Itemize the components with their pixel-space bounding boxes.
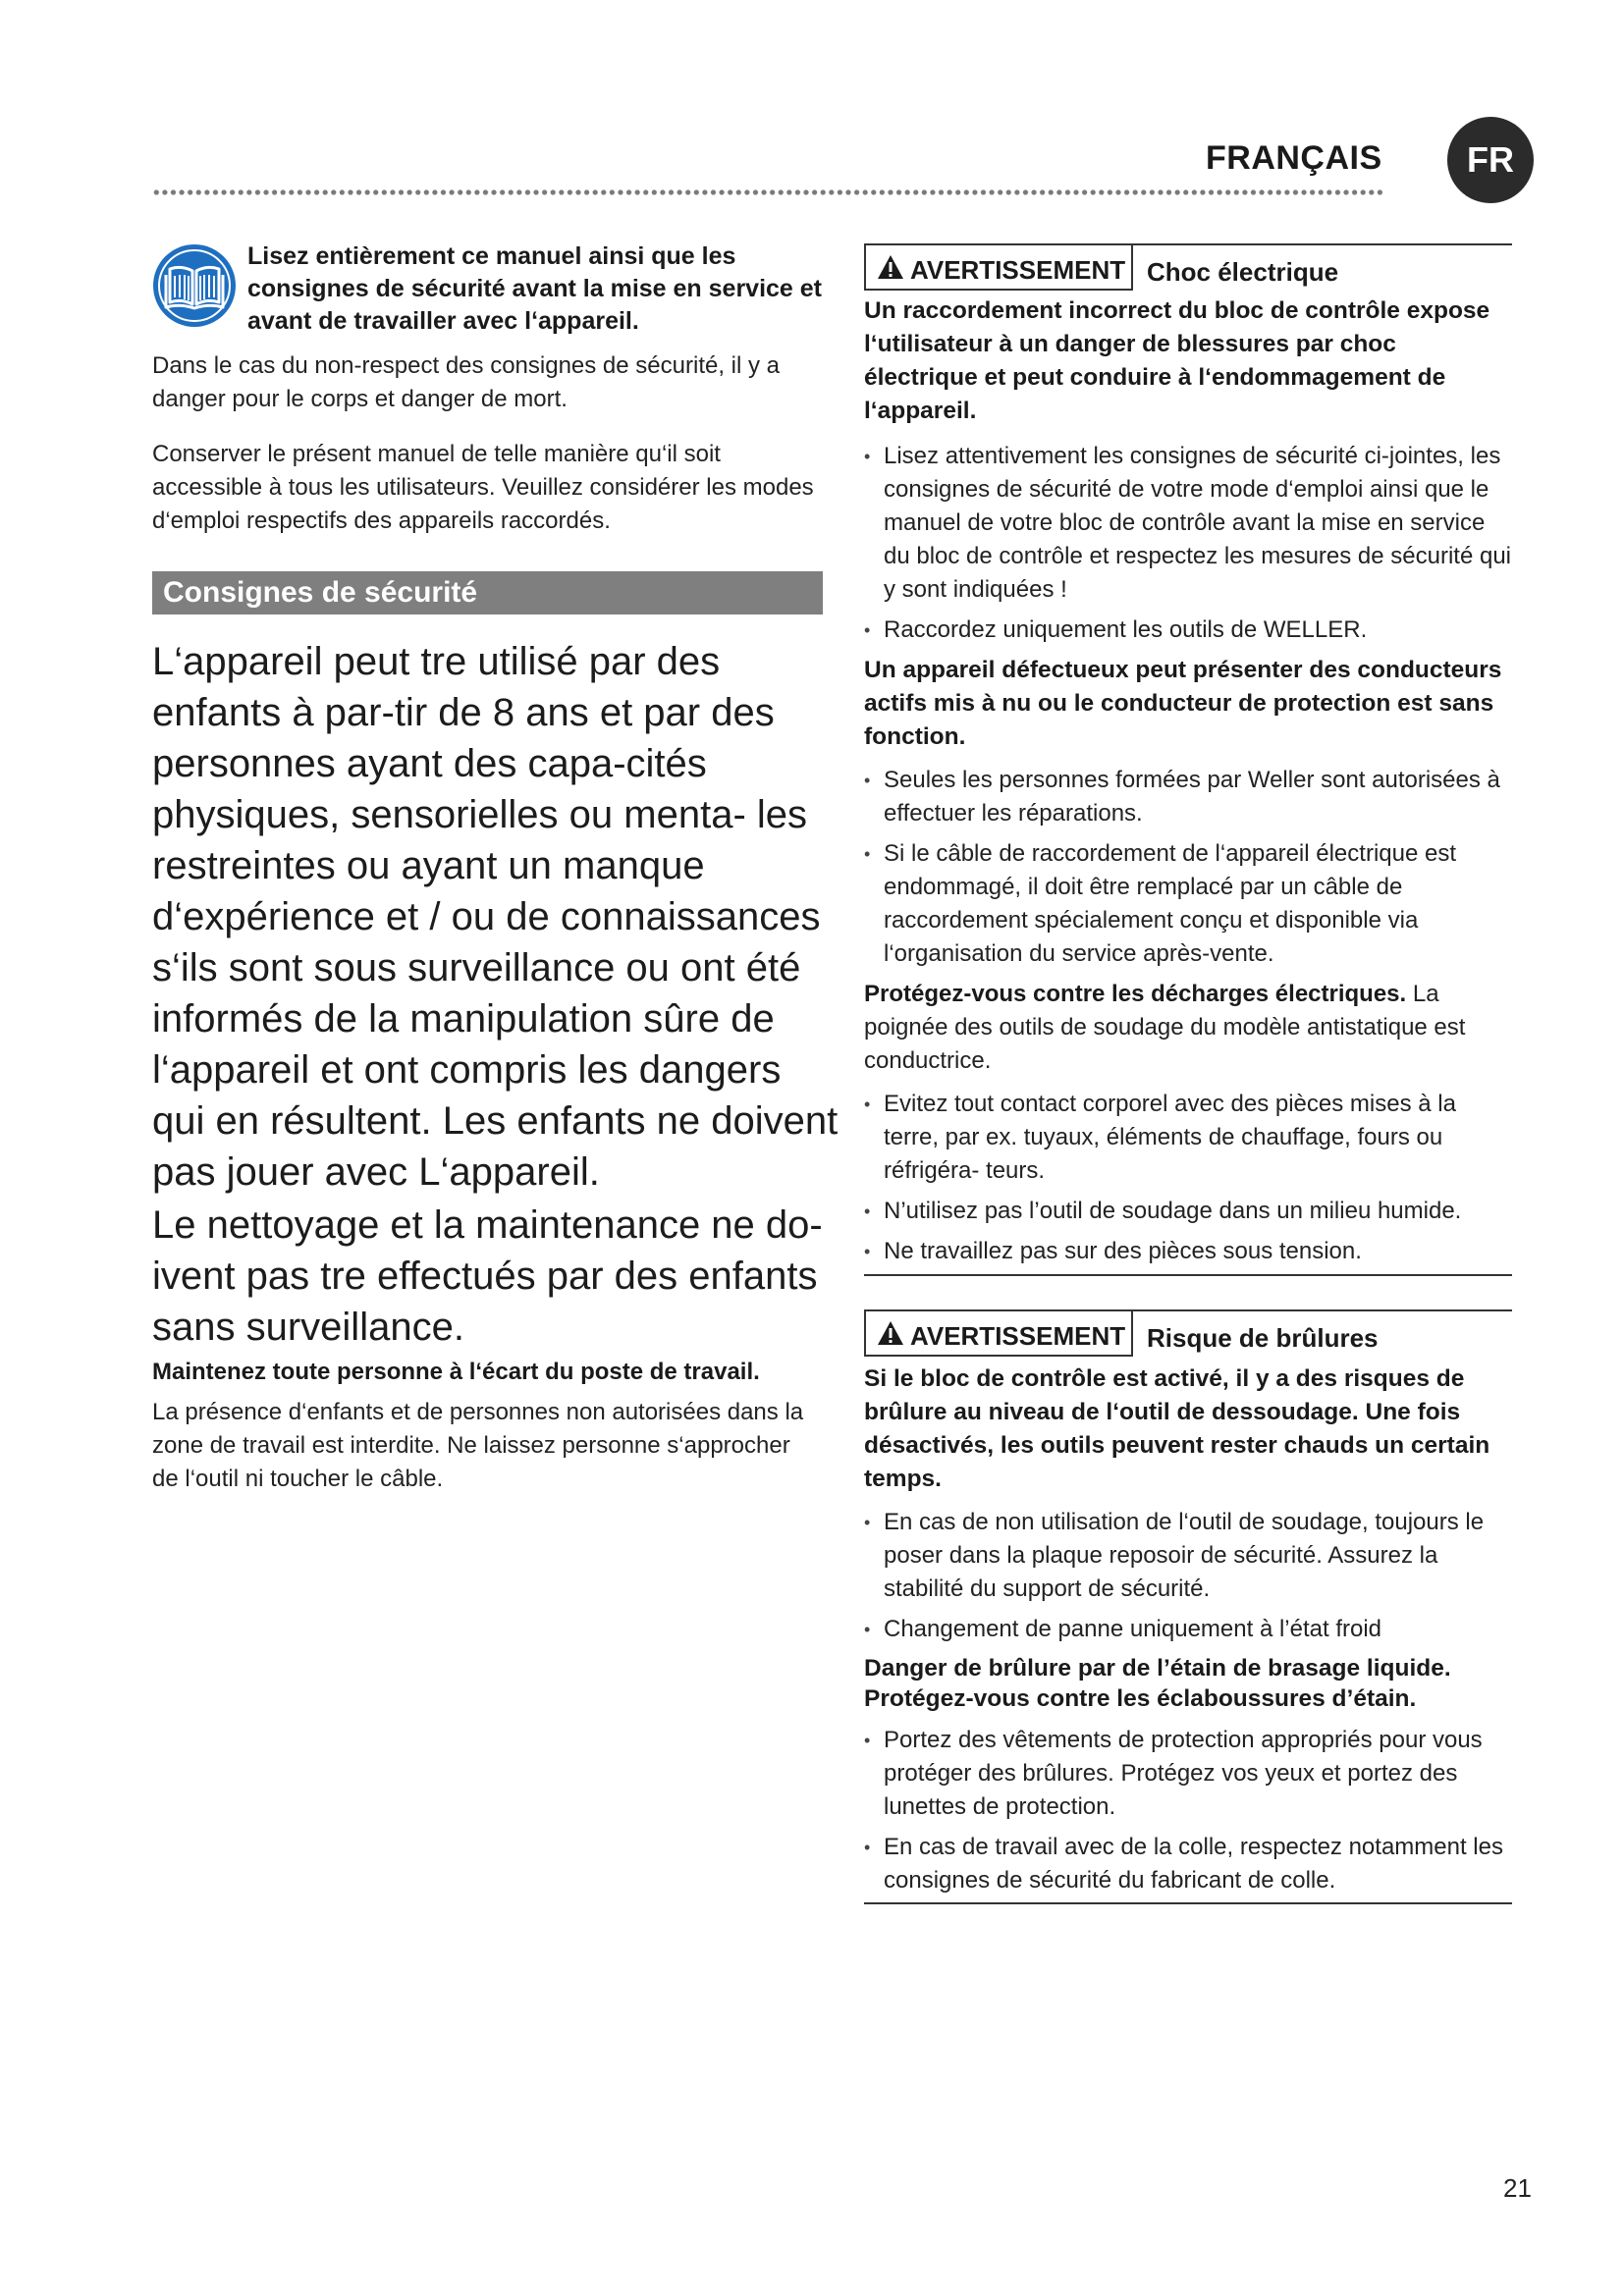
cleaning-paragraph: Le nettoyage et la maintenance ne do- ivent pas tre effectués par des enfants sans surveillance. <box>152 1203 823 1349</box>
read-manual-icon <box>152 243 237 328</box>
intro-paragraph-2: Conserver le présent manuel de telle manière qu‘il soit accessible à tous les utilisateurs. Veuillez considérer les modes d‘emploi respectifs des appareils raccordés. <box>152 441 814 534</box>
list-item: • Evitez tout contact corporel avec des pièces mises à la terre, par ex. tuyaux, éléments de chauffage, fours ou réfrigéra- teurs. <box>864 1088 1512 1188</box>
list-item: • Lisez attentivement les consignes de sécurité ci-jointes, les consignes de sécurité de votre mode d‘emploi ainsi que le manuel de votre bloc de contrôle avant la mise en service du bloc de contrôle et respectez les mesures de sécurité qui y sont indiquées ! <box>864 440 1512 607</box>
keep-away-heading: Maintenez toute personne à l‘écart du poste de travail. <box>152 1359 760 1385</box>
bullet-list <box>864 440 1512 647</box>
list-item: • Changement de panne uniquement à l’état froid <box>864 1613 1512 1646</box>
bullet-list <box>864 1088 1512 1268</box>
bullet-list <box>864 764 1512 971</box>
intro-bold-text: Lisez entièrement ce manuel ainsi que les consignes de sécurité avant la mise en service et avant de travailler avec l‘appareil. <box>247 242 823 335</box>
list-item: • Portez des vêtements de protection appropriés pour vous protéger des brûlures. Protégez vos yeux et portez des lunettes de protection. <box>864 1724 1512 1824</box>
section-title: Consignes de sécurité <box>163 576 478 609</box>
warning-triangle-icon <box>877 1320 904 1353</box>
warning-bold-text: Si le bloc de contrôle est activé, il y a des risques de brûlure au niveau de l‘outil de dessoudage. Une fois désactivés, les outils peuvent rester chauds un certain temps. <box>864 1365 1490 1492</box>
list-item: • En cas de travail avec de la colle, respectez notamment les consignes de sécurité du fabricant de colle. <box>864 1831 1512 1897</box>
warning-label <box>877 254 1125 287</box>
warning-topic: Risque de brûlures <box>1147 1323 1379 1353</box>
dotted-divider <box>152 188 1384 196</box>
warning-triangle-icon <box>877 254 904 287</box>
warning-topic: Choc électrique <box>1147 257 1339 287</box>
warning-bold-text: Un appareil défectueux peut présenter des conducteurs actifs mis à nu ou le conducteur de protection est sans fonction. <box>864 657 1502 750</box>
list-item: • N’utilisez pas l’outil de soudage dans un milieu humide. <box>864 1195 1512 1228</box>
language-label: FRANÇAIS <box>1206 139 1382 177</box>
children-usage-paragraph: L‘appareil peut tre utilisé par des enfants à par-tir de 8 ans et par des personnes ayant des capa-cités physiques, sensorielles ou menta- les restreintes ou ayant un manque d‘expérience et / ou de connaissances s‘ils sont sous surveillance ou ont été informés de la manipulation sûre de l‘appareil et ont compris les dangers qui en résultent. Les enfants ne doivent pas jouer avec L‘appareil. <box>152 640 839 1194</box>
list-item: • Raccordez uniquement les outils de WELLER. <box>864 614 1512 647</box>
warning-bottom-rule <box>864 1274 1512 1276</box>
list-item: • Seules les personnes formées par Weller sont autorisées à effectuer les réparations. <box>864 764 1512 830</box>
list-item: • Ne travaillez pas sur des pièces sous tension. <box>864 1235 1512 1268</box>
intro-paragraph-1: Dans le cas du non-respect des consignes de sécurité, il y a danger pour le corps et danger de mort. <box>152 352 781 412</box>
language-badge: FR <box>1447 117 1534 203</box>
warning-label-text: AVERTISSEMENT <box>910 255 1126 285</box>
bullet-list <box>864 1724 1512 1897</box>
keep-away-paragraph: La présence d‘enfants et de personnes non autorisées dans la zone de travail est interdite. Ne laissez personne s‘approcher de l‘outil ni toucher le câble. <box>152 1399 804 1492</box>
list-item: • Si le câble de raccordement de l‘appareil électrique est endommagé, il doit être remplacé par un câble de raccordement spécialement conçu et disponible via l‘organisation du service après-vente. <box>864 837 1512 971</box>
warning-bottom-rule <box>864 1902 1512 1904</box>
warning-label-text: AVERTISSEMENT <box>910 1321 1126 1351</box>
protect-text: La poignée des outils de soudage du modèle antistatique est conductrice. <box>864 981 1466 1074</box>
warning-burn-content <box>864 1362 1512 1904</box>
warning-electric-content <box>864 294 1512 1275</box>
warning-label <box>877 1320 1125 1353</box>
warning-bold-text: Un raccordement incorrect du bloc de contrôle expose l‘utilisateur à un danger de blessures par choc électrique et peut conduire à l‘endommagement de l‘appareil. <box>864 297 1490 424</box>
protect-paragraph <box>864 978 1512 1078</box>
warning-bold-text: Danger de brûlure par de l’étain de brasage liquide. Protégez-vous contre les éclaboussures d’étain. <box>864 1655 1451 1712</box>
page-number: 21 <box>1503 2173 1532 2203</box>
list-item: • En cas de non utilisation de l‘outil de soudage, toujours le poser dans la plaque reposoir de sécurité. Assurez la stabilité du support de sécurité. <box>864 1506 1512 1606</box>
protect-bold: Protégez-vous contre les décharges électriques. <box>864 981 1407 1007</box>
bullet-list <box>864 1506 1512 1646</box>
